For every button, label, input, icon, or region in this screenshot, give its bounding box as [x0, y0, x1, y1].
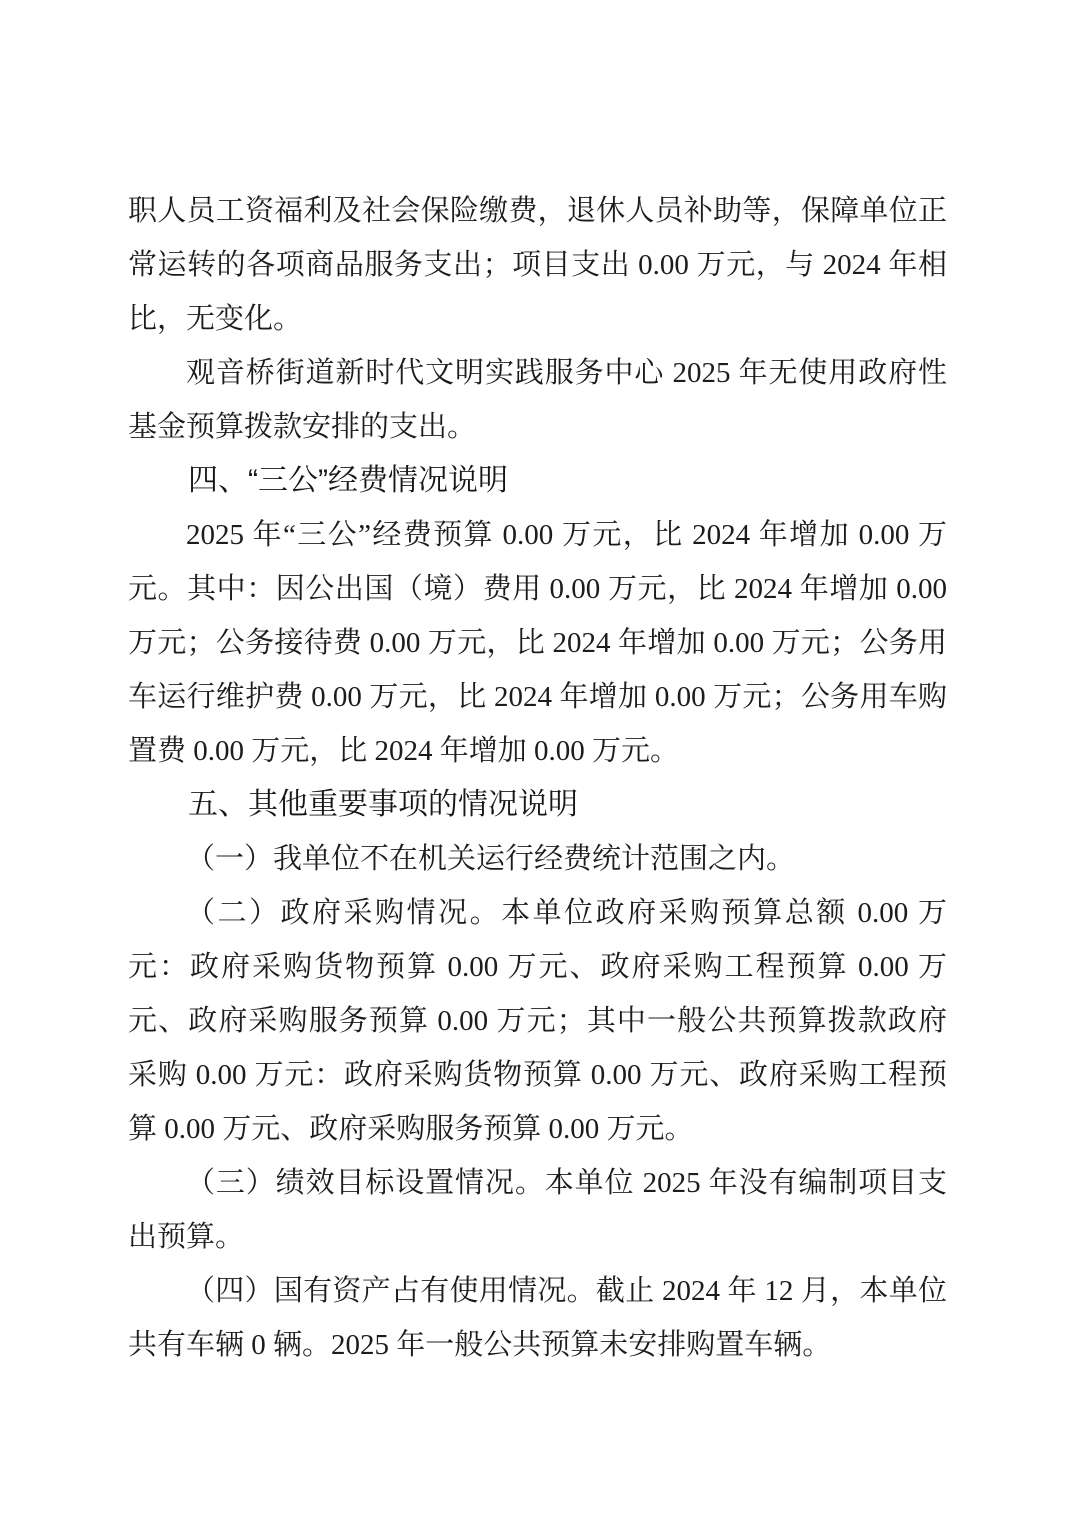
paragraph-item-4-state-owned-assets: （四）国有资产占有使用情况。截止 2024 年 12 月，本单位共有车辆 0 辆。2025 年一般公共预算未安排购置车辆。 — [128, 1275, 947, 1361]
paragraph-govt-fund-budget: 观音桥街道新时代文明实践服务中心 2025 年无使用政府性基金预算拨款安排的支出。 — [128, 357, 947, 443]
heading-section-5-other-important-matters: 五、其他重要事项的情况说明 — [188, 788, 578, 821]
paragraph-item-3-performance-targets: （三）绩效目标设置情况。本单位 2025 年没有编制项目支出预算。 — [128, 1167, 947, 1253]
paragraph-personnel-expense-continuation: 职人员工资福利及社会保险缴费，退休人员补助等，保障单位正常运转的各项商品服务支出；项目支出 0.00 万元，与 2024 年相比，无变化。 — [128, 195, 947, 335]
paragraph-three-public-expenses-detail: 2025 年“三公”经费预算 0.00 万元，比 2024 年增加 0.00 万元。其中：因公出国（境）费用 0.00 万元，比 2024 年增加 0.00 万元；公务接待费 0.00 万元，比 2024 年增加 0.00 万元；公务用车运行维护费 0.00 万元，比 2024 年增加 0.00 万元；公务用车购置费 0.00 万元，比 2024 年增加 0.00 万元。 — [128, 519, 947, 767]
paragraph-item-1-operating-expense-scope: （一）我单位不在机关运行经费统计范围之内。 — [186, 843, 796, 875]
document-text-block — [128, 184, 947, 1372]
paragraph-item-2-government-procurement: （二）政府采购情况。本单位政府采购预算总额 0.00 万元：政府采购货物预算 0.00 万元、政府采购工程预算 0.00 万元、政府采购服务预算 0.00 万元；其中一般公共预算拨款政府采购 0.00 万元：政府采购货物预算 0.00 万元、政府采购工程预算 0.00 万元、政府采购服务预算 0.00 万元。 — [128, 897, 947, 1145]
heading-section-4-three-public-expenses: 四、“三公”经费情况说明 — [188, 464, 508, 497]
